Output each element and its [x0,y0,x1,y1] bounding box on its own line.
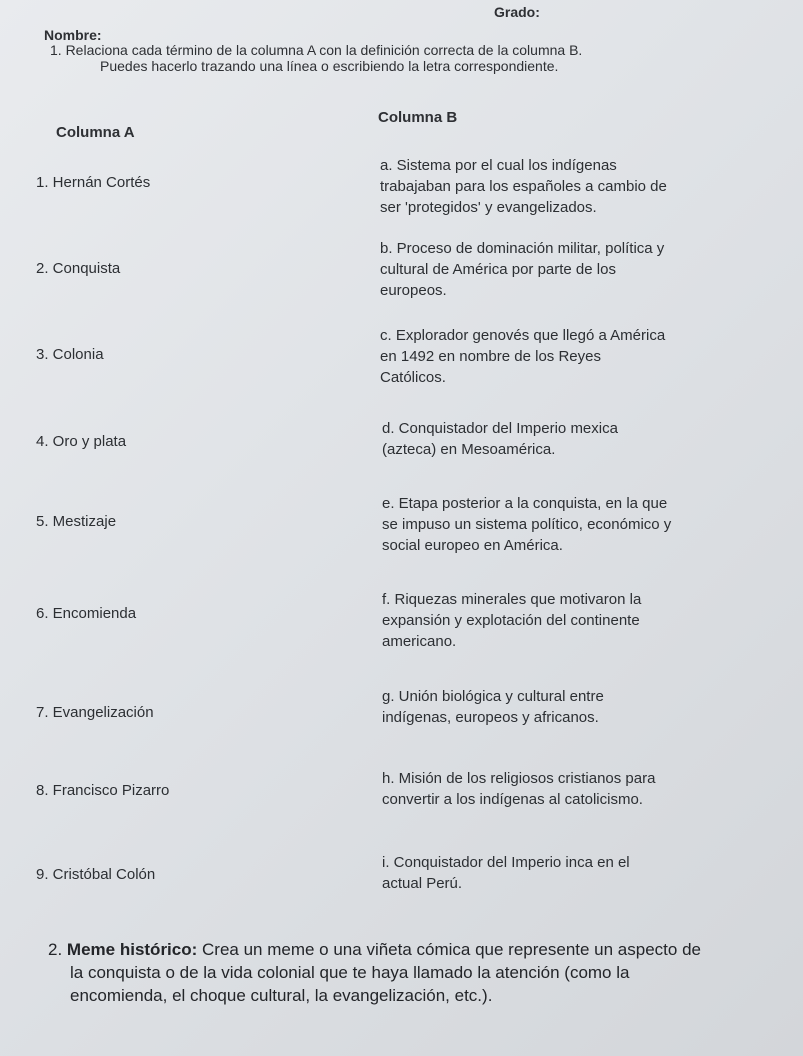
column-a-item-8: 8. Francisco Pizarro [36,782,170,799]
question1-instruction-line1: 1. Relaciona cada término de la columna A con la definición correcta de la columna B. [50,42,583,58]
column-a-title: Columna A [56,124,135,141]
question1-instruction-line2: Puedes hacerlo trazando una línea o escribiendo la letra correspondiente. [100,58,559,74]
column-a-item-6: 6. Encomienda [36,605,137,622]
column-a-item-2: 2. Conquista [36,260,121,277]
column-b-item-d: d. Conquistador del Imperio mexica (azteca) en Mesoamérica. [382,420,618,458]
question2-line2: la conquista o de la vida colonial que te haya llamado la atención (como la [70,963,630,982]
column-b-item-b: b. Proceso de dominación militar, política y cultural de América por parte de los europeos. [380,240,665,299]
column-b-item-e: e. Etapa posterior a la conquista, en la que se impuso un sistema político, económico y social europeo en América. [382,495,672,554]
column-b-title: Columna B [378,109,458,126]
column-a-item-1: 1. Hernán Cortés [36,174,151,191]
column-b-item-f: f. Riquezas minerales que motivaron la expansión y explotación del continente americano. [382,591,642,650]
column-a-item-5: 5. Mestizaje [36,513,117,530]
column-a-item-4: 4. Oro y plata [36,433,127,450]
column-b-item-g: g. Unión biológica y cultural entre indígenas, europeos y africanos. [382,688,604,726]
question2-line3: encomienda, el choque cultural, la evangelización, etc.). [70,986,493,1005]
question2-line1: Crea un meme o una viñeta cómica que represente un aspecto de [202,940,701,959]
question2-title: Meme histórico: [66,940,198,959]
column-a-item-9: 9. Cristóbal Colón [36,866,156,883]
column-b-item-h: h. Misión de los religiosos cristianos para convertir a los indígenas al catolicismo. [382,770,656,808]
column-b-item-a: a. Sistema por el cual los indígenas trabajaban para los españoles a cambio de ser 'protegidos' y evangelizados. [380,157,667,216]
column-b-item-c: c. Explorador genovés que llegó a América en 1492 en nombre de los Reyes Católicos. [380,327,666,386]
grado-label: Grado: [494,4,540,20]
question2-number: 2. [48,940,63,959]
question2-block [48,938,768,1007]
nombre-label: Nombre: [44,27,102,43]
column-a-item-7: 7. Evangelización [36,704,154,721]
column-a-item-3: 3. Colonia [36,346,104,363]
column-b-item-i: i. Conquistador del Imperio inca en el actual Perú. [382,854,630,892]
